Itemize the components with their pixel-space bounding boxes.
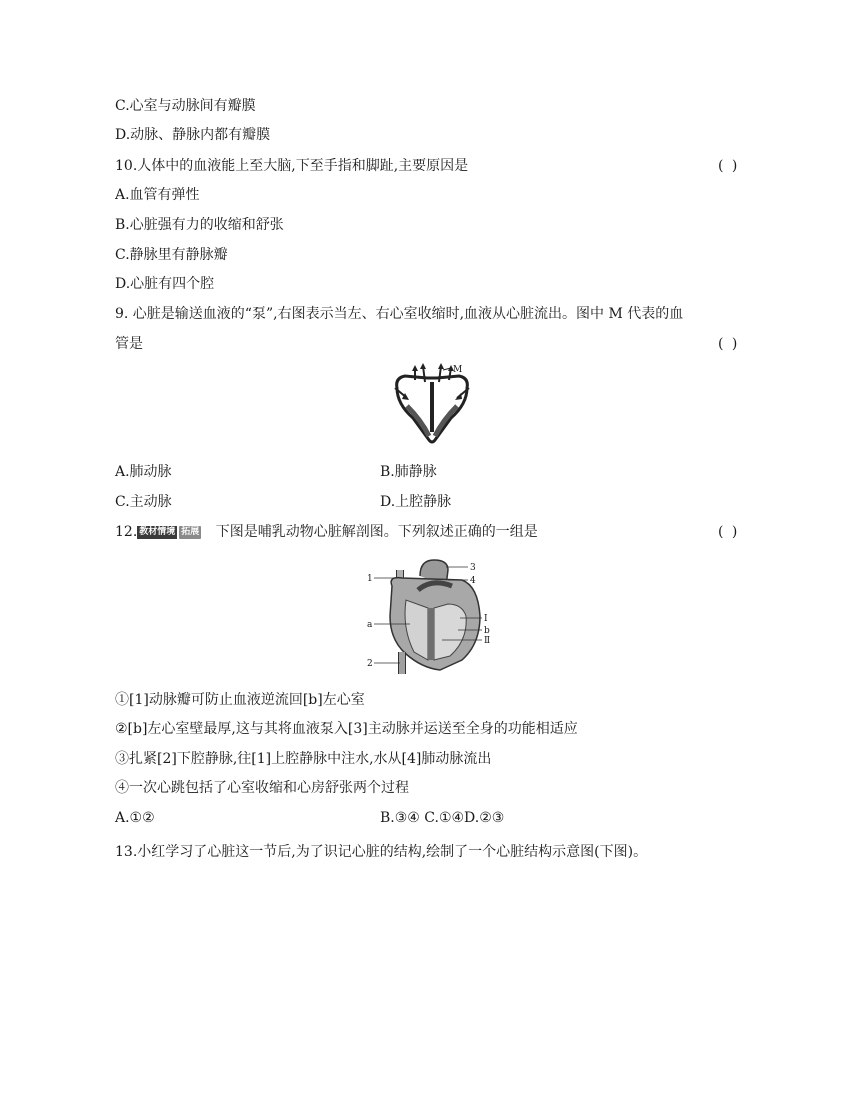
extension-badge: 拓展 (181, 526, 200, 537)
q10-answer-paren: ( ) (718, 158, 740, 174)
q9-stem-line1: 9. 心脏是输送血液的“泵”,右图表示当左、右心室收缩时,血液从心脏流出。图中 M 代表的血 (115, 306, 684, 322)
q10-option-a: A.血管有弹性 (115, 187, 200, 203)
figure2-label-b: b (484, 626, 490, 636)
figure2-label-2: 2 (367, 659, 373, 669)
figure2-label-a: a (367, 620, 373, 630)
q10-stem: 10.人体中的血液能上至大脑,下至手指和脚趾,主要原因是 (115, 158, 469, 174)
q-prev-option-d: D.动脉、静脉内都有瓣膜 (115, 127, 271, 143)
q10-option-c: C.静脉里有静脉瓣 (115, 247, 228, 263)
q10-option-d: D.心脏有四个腔 (115, 276, 215, 292)
q12-statement-2: ②[b]左心室壁最厚,这与其将血液泵入[3]主动脉并运送至全身的功能相适应 (115, 721, 578, 737)
q12-statement-1: ①[1]动脉瓣可防止血液逆流回[b]左心室 (115, 692, 365, 708)
q12-statement-3: ③扎紧[2]下腔静脉,往[1]上腔静脉中注水,水从[4]肺动脉流出 (115, 751, 492, 767)
q13-stem: 13.小红学习了心脏这一节后,为了识记心脏的结构,绘制了一个心脏结构示意图(下图)。 (115, 844, 648, 860)
figure2-label-I: Ⅰ (484, 614, 488, 624)
figure2-label-II: Ⅱ (484, 636, 491, 646)
figure2-label-3: 3 (470, 563, 476, 573)
q12-stem (115, 522, 538, 542)
q9-stem-line2: 管是 (115, 336, 143, 352)
q12-stem-text: 下图是哺乳动物心脏解剖图。下列叙述正确的一组是 (215, 524, 538, 540)
heart-anatomy-diagram (362, 556, 502, 676)
q12-number: 12. (115, 524, 138, 540)
q12-statement-4: ④一次心跳包括了心室收缩和心房舒张两个过程 (115, 780, 409, 796)
heart-pump-diagram (385, 360, 480, 450)
q9-answer-paren: ( ) (718, 336, 740, 352)
q9-option-a: A.肺动脉 (115, 464, 172, 480)
q12-options-bcd: B.③④ C.①④D.②③ (380, 810, 505, 826)
figure1-label-m: M (453, 365, 463, 375)
q12-option-a: A.①② (115, 810, 155, 826)
q12-answer-paren: ( ) (718, 524, 740, 540)
q-prev-option-c: C.心室与动脉间有瓣膜 (115, 98, 256, 114)
q9-option-b: B.肺静脉 (380, 464, 437, 480)
q10-option-b: B.心脏强有力的收缩和舒张 (115, 217, 284, 233)
q9-option-c: C.主动脉 (115, 494, 172, 510)
textbook-context-badge: 教材情境 (139, 526, 176, 537)
figure2-label-4: 4 (470, 576, 476, 586)
q9-option-d: D.上腔静脉 (380, 494, 452, 510)
figure2-label-1: 1 (367, 574, 373, 584)
